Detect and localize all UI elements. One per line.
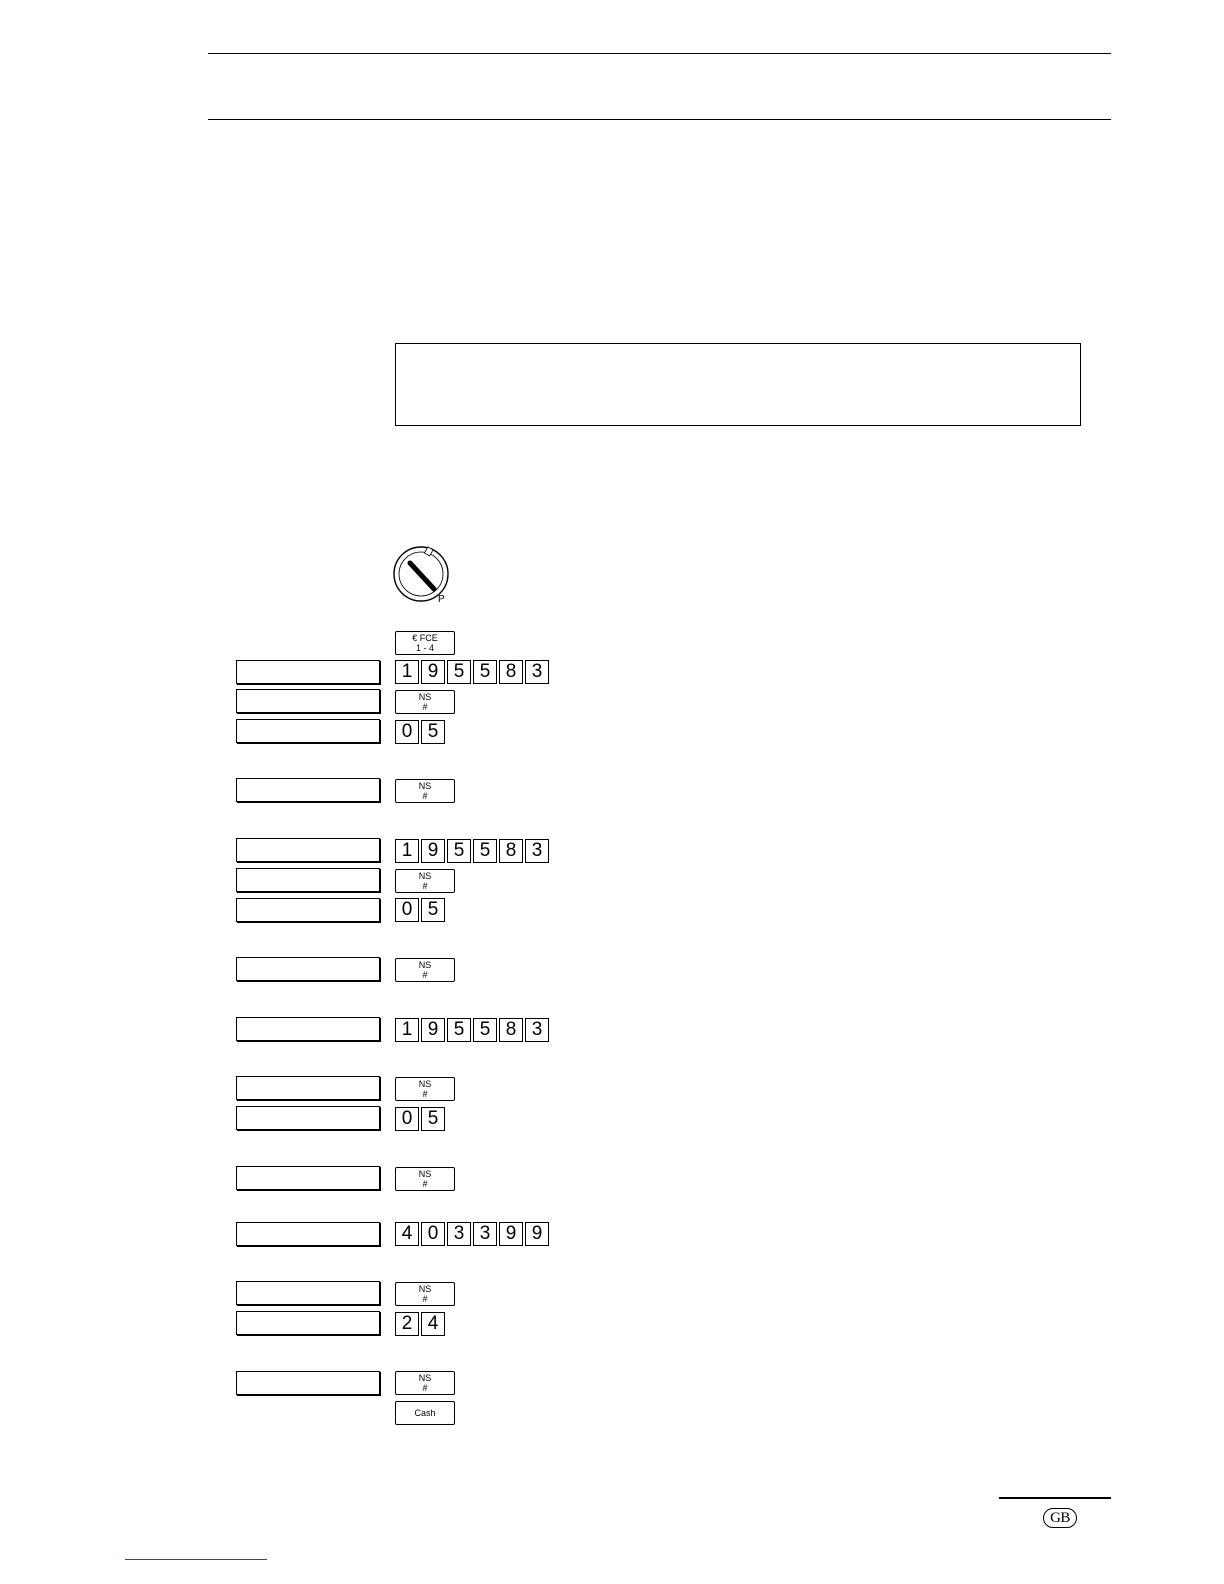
ns-key-symbol: #	[422, 702, 428, 712]
display-field	[236, 838, 380, 862]
ns-key-label: NS	[418, 1169, 432, 1179]
digit-sequence	[395, 660, 549, 684]
digit-key[interactable]: 3	[525, 839, 549, 863]
digit-key[interactable]: 5	[473, 1018, 497, 1042]
digit-key[interactable]: 8	[499, 1018, 523, 1042]
display-field	[236, 1222, 380, 1246]
ns-key[interactable]	[395, 779, 455, 803]
display-field	[236, 1371, 380, 1395]
ns-key[interactable]	[395, 1371, 455, 1395]
digit-sequence	[395, 839, 549, 863]
display-field	[236, 957, 380, 981]
ns-key-label: NS	[418, 1079, 432, 1089]
display-field	[236, 1106, 380, 1130]
digit-key[interactable]: 5	[447, 839, 471, 863]
ns-key[interactable]	[395, 1282, 455, 1306]
ns-key-label: NS	[418, 692, 432, 702]
digit-key[interactable]: 4	[395, 1222, 419, 1246]
digit-sequence	[395, 1222, 549, 1246]
ns-key-symbol: #	[422, 970, 428, 980]
digit-key[interactable]: 8	[499, 839, 523, 863]
digit-key[interactable]: 0	[395, 1107, 419, 1131]
digit-key[interactable]: 3	[525, 660, 549, 684]
cash-key-label: Cash	[414, 1408, 436, 1418]
digit-key[interactable]: 5	[473, 660, 497, 684]
digit-key[interactable]: 5	[447, 660, 471, 684]
ns-key-label: NS	[418, 1284, 432, 1294]
digit-sequence	[395, 720, 445, 744]
fce-key[interactable]	[395, 631, 455, 655]
digit-key[interactable]: 9	[499, 1222, 523, 1246]
digit-sequence	[395, 1312, 445, 1336]
digit-key[interactable]: 3	[447, 1222, 471, 1246]
fce-key-line1: € FCE	[412, 633, 438, 643]
display-field	[236, 868, 380, 892]
digit-key[interactable]: 4	[421, 1312, 445, 1336]
display-field	[236, 898, 380, 922]
digit-sequence	[395, 898, 445, 922]
mode-key-switch-icon	[390, 543, 454, 612]
digit-sequence	[395, 1018, 549, 1042]
digit-key[interactable]: 5	[447, 1018, 471, 1042]
display-field	[236, 1281, 380, 1305]
display-field	[236, 1311, 380, 1335]
display-field	[236, 778, 380, 802]
display-field	[236, 689, 380, 713]
display-field	[236, 1076, 380, 1100]
ns-key[interactable]	[395, 869, 455, 893]
ns-key-label: NS	[418, 781, 432, 791]
ns-key[interactable]	[395, 690, 455, 714]
ns-key[interactable]	[395, 958, 455, 982]
ns-key[interactable]	[395, 1077, 455, 1101]
digit-key[interactable]: 5	[421, 1107, 445, 1131]
display-field	[236, 1017, 380, 1041]
digit-key[interactable]: 2	[395, 1312, 419, 1336]
digit-key[interactable]: 5	[473, 839, 497, 863]
ns-key-symbol: #	[422, 881, 428, 891]
key-position-label: P	[438, 594, 445, 605]
ns-key-label: NS	[418, 1373, 432, 1383]
link-underline	[125, 1559, 267, 1560]
footer-rule	[999, 1497, 1111, 1499]
ns-key-label: NS	[418, 960, 432, 970]
digit-key[interactable]: 9	[421, 1018, 445, 1042]
header-bottom-rule	[208, 119, 1111, 120]
ns-key-symbol: #	[422, 1294, 428, 1304]
note-box	[395, 343, 1081, 426]
digit-key[interactable]: 9	[525, 1222, 549, 1246]
ns-key-label: NS	[418, 871, 432, 881]
country-code-badge: GB	[1043, 1508, 1077, 1528]
ns-key-symbol: #	[422, 1179, 428, 1189]
fce-key-line2: 1 - 4	[415, 643, 434, 653]
ns-key-symbol: #	[422, 1383, 428, 1393]
digit-key[interactable]: 5	[421, 720, 445, 744]
digit-key[interactable]: 5	[421, 898, 445, 922]
ns-key-symbol: #	[422, 1089, 428, 1099]
digit-key[interactable]: 0	[395, 898, 419, 922]
digit-key[interactable]: 0	[395, 720, 419, 744]
digit-key[interactable]: 8	[499, 660, 523, 684]
digit-key[interactable]: 9	[421, 660, 445, 684]
digit-sequence	[395, 1107, 445, 1131]
cash-key[interactable]	[395, 1401, 455, 1425]
display-field	[236, 1166, 380, 1190]
ns-key[interactable]	[395, 1167, 455, 1191]
header-top-rule	[208, 53, 1111, 54]
display-field	[236, 719, 380, 743]
digit-key[interactable]: 1	[395, 839, 419, 863]
digit-key[interactable]: 3	[525, 1018, 549, 1042]
digit-key[interactable]: 1	[395, 660, 419, 684]
digit-key[interactable]: 9	[421, 839, 445, 863]
digit-key[interactable]: 1	[395, 1018, 419, 1042]
digit-key[interactable]: 3	[473, 1222, 497, 1246]
digit-key[interactable]: 0	[421, 1222, 445, 1246]
ns-key-symbol: #	[422, 791, 428, 801]
display-field	[236, 660, 380, 684]
